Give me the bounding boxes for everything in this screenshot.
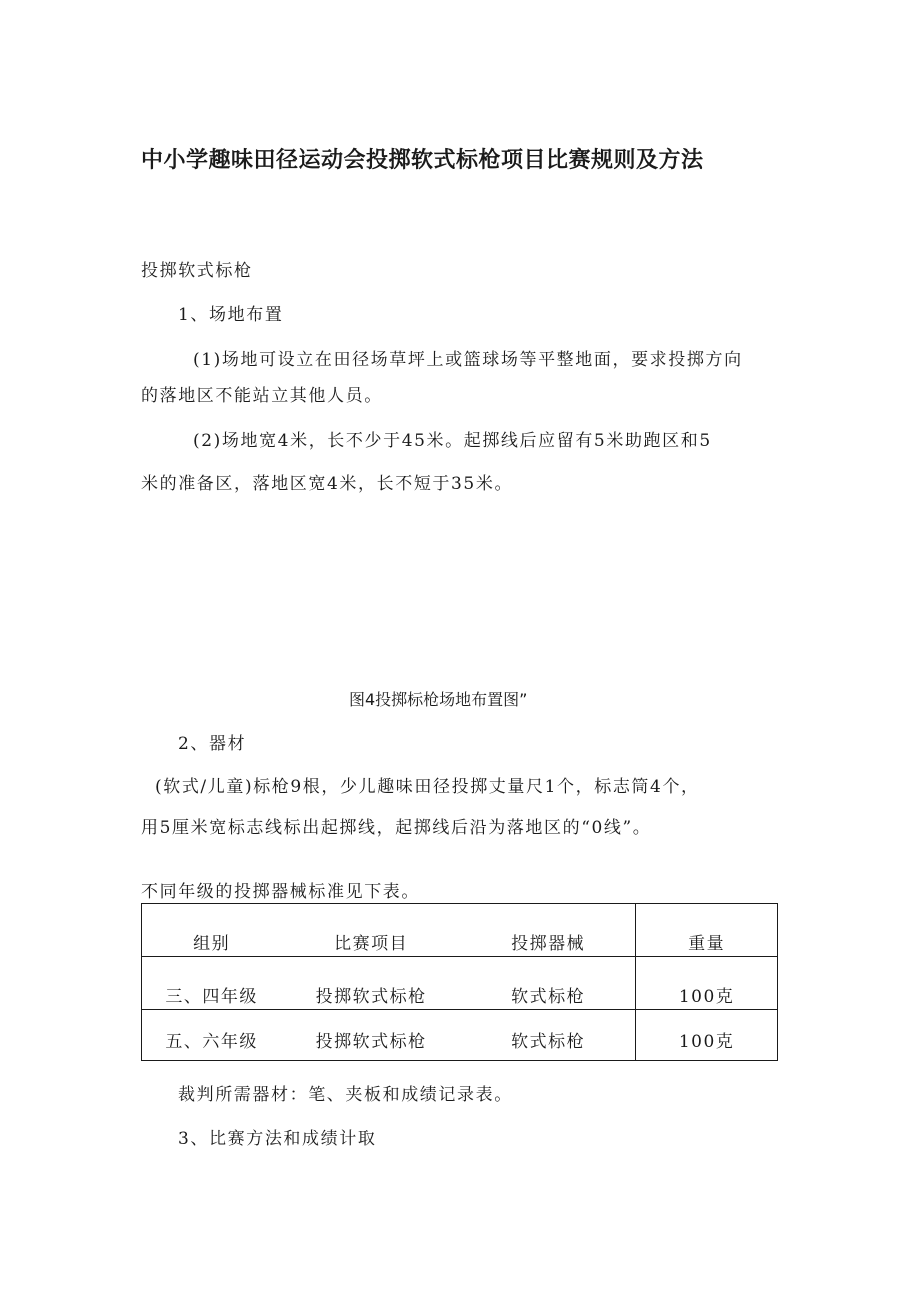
table-header-cell: 组别 — [142, 904, 282, 957]
section-heading-venue: 1、场地布置 — [178, 305, 284, 325]
equipment-paragraph-line-2: 用5厘米宽标志线标出起掷线，起掷线后沿为落地区的“0线”。 — [141, 818, 652, 838]
table-cell: 投掷软式标枪 — [281, 957, 461, 1010]
table-cell: 软式标枪 — [461, 1010, 636, 1061]
venue-paragraph-2-line-2: 米的准备区，落地区宽4米，长不短于35米。 — [141, 474, 514, 494]
figure-caption: 图4投掷标枪场地布置图” — [349, 690, 528, 709]
section-heading-equipment: 2、器材 — [178, 734, 247, 754]
venue-paragraph-1-line-2: 的落地区不能站立其他人员。 — [141, 386, 383, 406]
venue-paragraph-1-line-1: (1)场地可设立在田径场草坪上或篮球场等平整地面，要求投掷方向 — [193, 350, 743, 370]
table-cell: 三、四年级 — [142, 957, 282, 1010]
table-header-cell: 比赛项目 — [281, 904, 461, 957]
table-cell: 软式标枪 — [461, 957, 636, 1010]
equipment-standard-table — [141, 903, 778, 1061]
table-intro: 不同年级的投掷器械标准见下表。 — [141, 882, 420, 902]
section-heading-method: 3、比赛方法和成绩计取 — [178, 1129, 377, 1149]
table-header-row — [142, 904, 778, 957]
table-cell: 100克 — [636, 957, 778, 1010]
table-cell: 五、六年级 — [142, 1010, 282, 1061]
venue-paragraph-2-line-1: (2)场地宽4米，长不少于45米。起掷线后应留有5米助跑区和5 — [193, 431, 712, 451]
referee-equipment: 裁判所需器材：笔、夹板和成绩记录表。 — [178, 1085, 513, 1105]
table-header-cell: 投掷器械 — [461, 904, 636, 957]
document-title: 中小学趣味田径运动会投掷软式标枪项目比赛规则及方法 — [141, 148, 704, 173]
equipment-paragraph-line-1: (软式/儿童)标枪9根，少儿趣味田径投掷丈量尺1个，标志筒4个， — [155, 777, 700, 797]
table-cell: 100克 — [636, 1010, 778, 1061]
table-row — [142, 1010, 778, 1061]
table-row — [142, 957, 778, 1010]
event-name: 投掷软式标枪 — [141, 261, 253, 281]
table-header-cell: 重量 — [636, 904, 778, 957]
table-cell: 投掷软式标枪 — [281, 1010, 461, 1061]
